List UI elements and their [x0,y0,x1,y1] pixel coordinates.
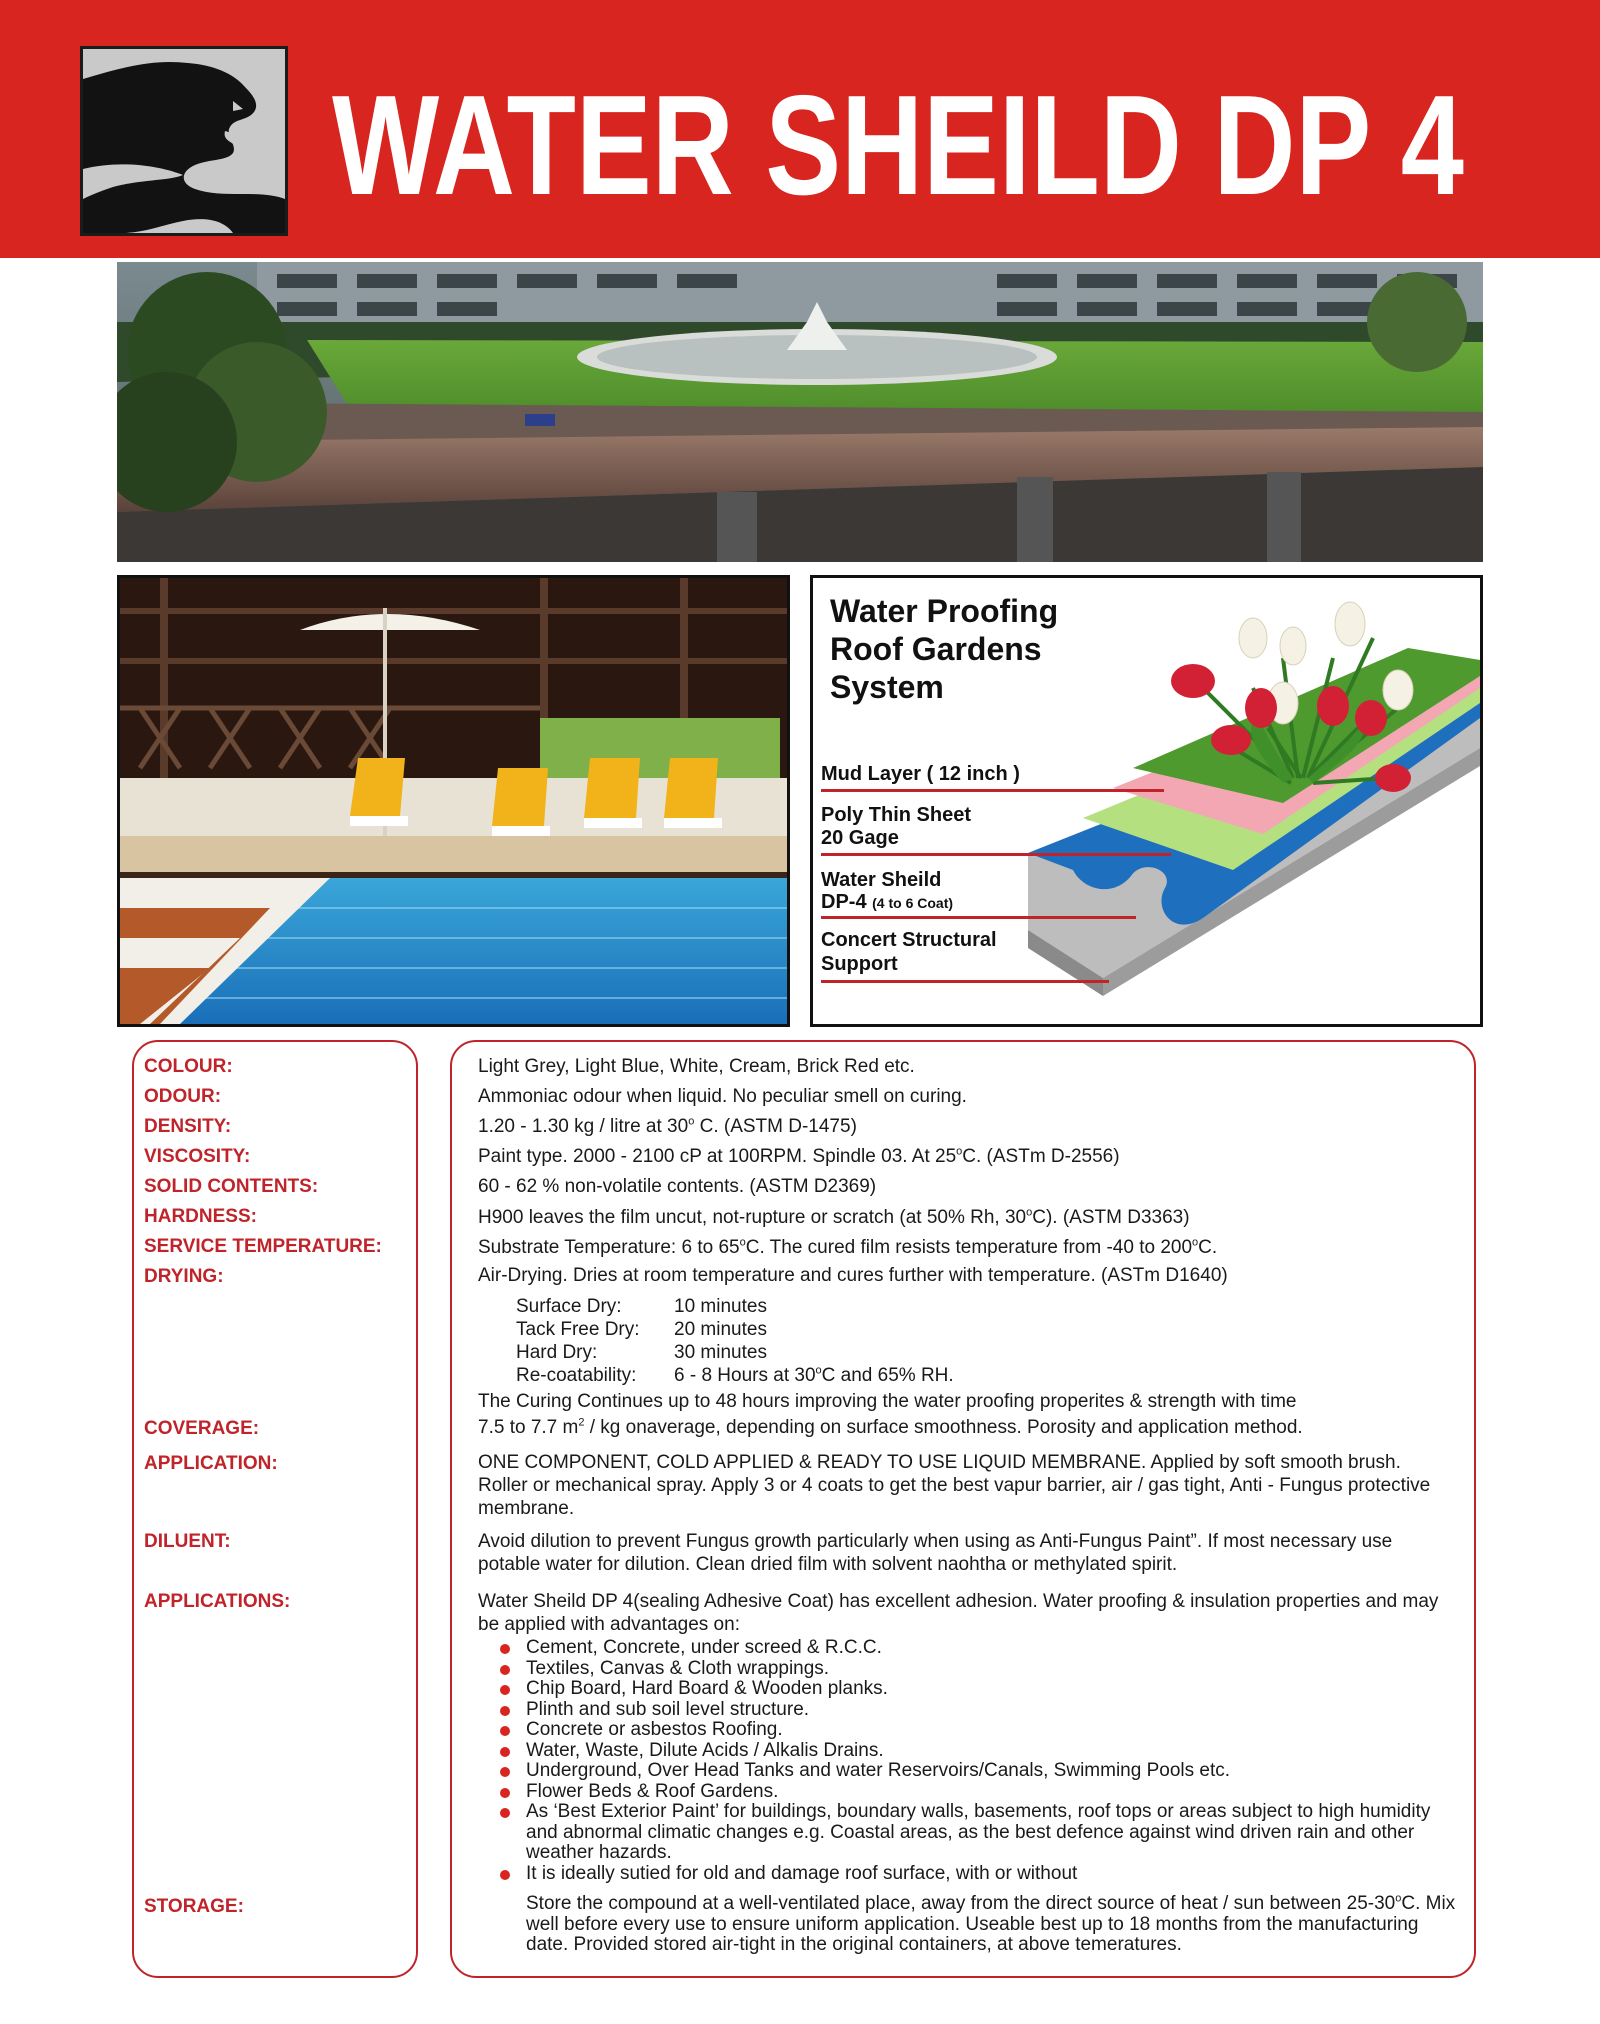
layer-label-poly-gage: 20 Gage [821,827,899,849]
label-storage: STORAGE: [144,1896,244,1917]
value-curing: The Curing Continues up to 48 hours improving the water proofing properites & strength with time [478,1391,1297,1412]
list-item: Underground, Over Head Tanks and water Reservoirs/Canals, Swimming Pools etc. [500,1761,1445,1782]
label-hardness: HARDNESS: [144,1206,257,1227]
list-item: Plinth and sub soil level structure. [500,1700,1445,1721]
label-application: APPLICATION: [144,1453,278,1474]
layer-line-concrete [821,980,1109,983]
page-title: WATER SHEILD DP 4 [332,66,1464,225]
layer-label-poly: Poly Thin Sheet [821,804,972,826]
drying-row: Surface Dry: 10 minutes [516,1296,767,1317]
poolside-photo [117,575,790,1027]
list-item: Water, Waste, Dilute Acids / Alkalis Drains. [500,1741,1445,1762]
list-item: Concrete or asbestos Roofing. [500,1720,1445,1741]
layer-line-poly [821,853,1171,856]
value-applications-intro: Water Sheild DP 4(sealing Adhesive Coat) has excellent adhesion. Water proofing & insulation properties and may be applied with advantages on: [478,1591,1439,1635]
layer-line-mud [821,789,1164,792]
label-density: DENSITY: [144,1116,232,1137]
value-density: 1.20 - 1.30 kg / litre at 30$^o$ C. (ASTM D-1475) [478,1115,857,1137]
value-coverage: 7.5 to 7.7 $m^2$ / kg onaverage, depending on surface smoothness. Porosity and application method. [478,1416,1303,1438]
value-service-temperature: Substrate Temperature: 6 to 65$^o$C. The cured film resists temperature from -40 to 200$^o$C. [478,1236,1218,1258]
label-colour: COLOUR: [144,1056,233,1077]
list-item: Cement, Concrete, under screed & R.C.C. [500,1638,1445,1659]
header-banner [0,0,1600,258]
layer-line-coat [821,916,1136,919]
label-odour: ODOUR: [144,1086,222,1107]
layer-label-mud: Mud Layer ( 12 inch ) [821,763,1020,785]
layer-label-concrete-support: Support [821,953,898,975]
layer-label-coat: Water Sheild [821,869,942,891]
layer-label-coat-dp4: DP-4 (4 to 6 Coat) [821,891,954,913]
label-viscosity: VISCOSITY: [144,1146,251,1167]
value-solid-contents: 60 - 62 % non-volatile contents. (ASTM D2369) [478,1176,877,1197]
value-colour: Light Grey, Light Blue, White, Cream, Brick Red etc. [478,1056,915,1077]
panther-logo-icon [80,46,288,236]
list-item: It is ideally sutied for old and damage roof surface, with or without [500,1864,1445,1885]
value-storage: Store the compound at a well-ventilated place, away from the direct source of heat / sun between 25-30$^o$C. Mix well before every use to ensure uniform application. Useable best up to 18 months from the manufacturing date. Provided stored air-tight in the original containers, at above temeratures. [526,1892,1456,1955]
layer-label-concrete: Concert Structural [821,929,997,951]
drying-row: Hard Dry: 30 minutes [516,1342,767,1363]
value-diluent: Avoid dilution to prevent Fungus growth particularly when using as Anti-Fungus Paint”. If most necessary use potable water for dilution. Clean dried film with solvent naohtha or methylated spirit. [478,1531,1393,1575]
value-drying: Air-Drying. Dries at room temperature and cures further with temperature. (ASTm D1640) [478,1265,1228,1286]
drying-row: Re-coatability: 6 - 8 Hours at 30$^o$C and 65% RH. [516,1364,954,1386]
applications-list [500,1638,1445,1884]
diagram-title: Water Proofing Roof Gardens System [830,593,1059,705]
label-service-temperature: SERVICE TEMPERATURE: [144,1236,382,1257]
label-diluent: DILUENT: [144,1531,231,1552]
label-applications: APPLICATIONS: [144,1591,291,1612]
roof-garden-diagram [810,575,1483,1027]
value-odour: Ammoniac odour when liquid. No peculiar smell on curing. [478,1086,967,1107]
drying-row: Tack Free Dry: 20 minutes [516,1319,767,1340]
label-coverage: COVERAGE: [144,1418,260,1439]
list-item: As ‘Best Exterior Paint’ for buildings, boundary walls, basements, roof tops or areas subject to high humidity and abnormal climatic changes e.g. Coastal areas, as the best defence against wind driven rain and other weather hazards. [500,1802,1445,1864]
value-hardness: H900 leaves the film uncut, not-rupture or scratch (at 50% Rh, 30$^o$C). (ASTM D3363) [478,1206,1190,1228]
roof-garden-photo [117,262,1483,562]
layer-stack-illustration [813,578,1480,1024]
label-solid-contents: SOLID CONTENTS: [144,1176,319,1197]
label-drying: DRYING: [144,1266,224,1287]
value-application: ONE COMPONENT, COLD APPLIED & READY TO USE LIQUID MEMBRANE. Applied by soft smooth brush. Roller or mechanical spray. Apply 3 or 4 coats to get the best vapur barrier, air / gas tight, Anti - Fungus protective membrane. [478,1452,1431,1519]
drying-times-table [516,1295,954,1387]
list-item: Flower Beds & Roof Gardens. [500,1782,1445,1803]
list-item: Textiles, Canvas & Cloth wrappings. [500,1659,1445,1680]
value-viscosity: Paint type. 2000 - 2100 cP at 100RPM. Spindle 03. At 25$^o$C. (ASTm D-2556) [478,1145,1120,1167]
list-item: Chip Board, Hard Board & Wooden planks. [500,1679,1445,1700]
